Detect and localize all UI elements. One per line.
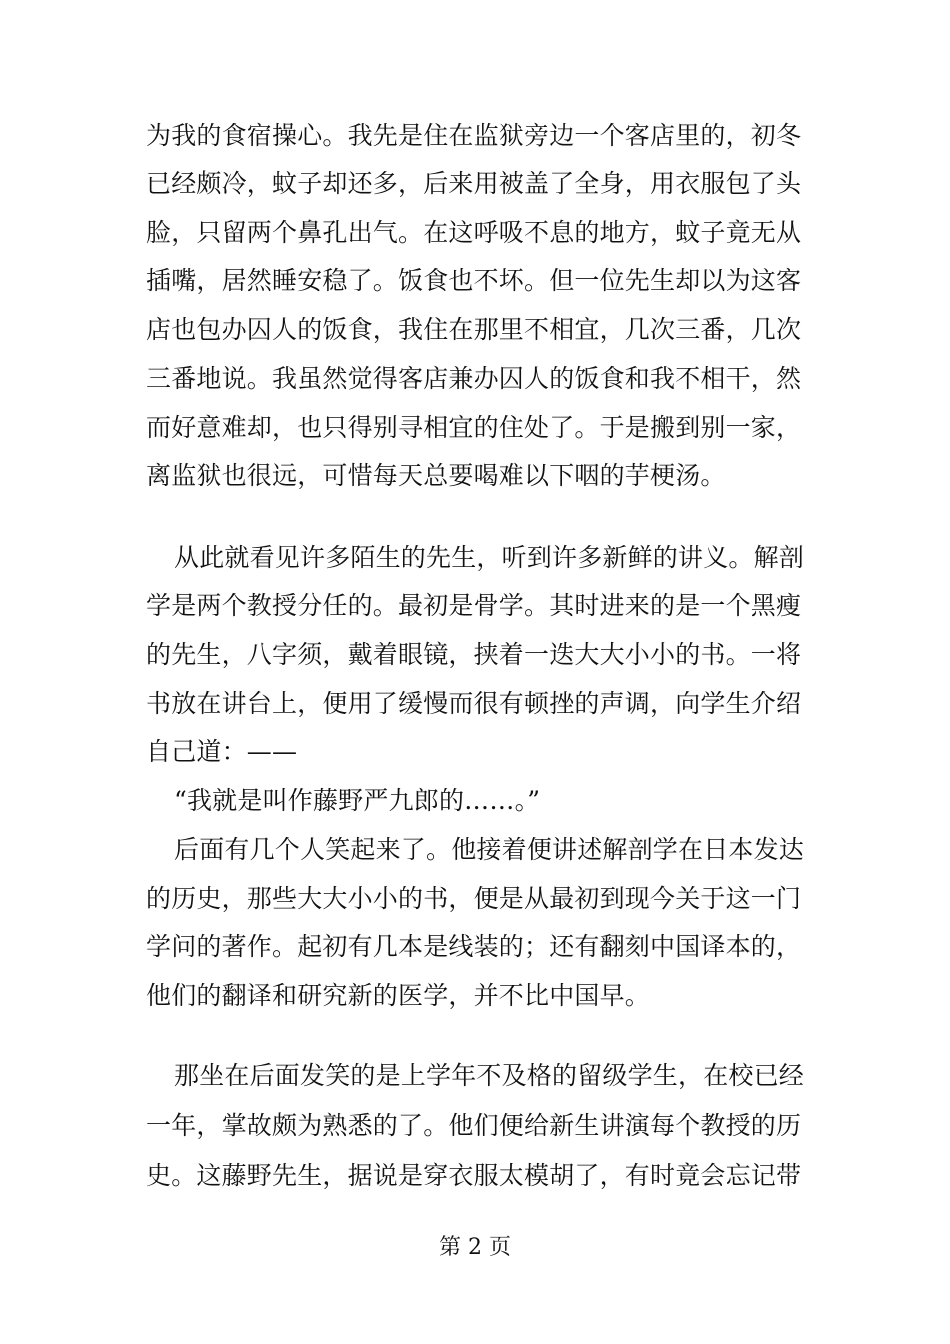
text-line: 的历史，那些大大小小的书，便是从最初到现今关于这一门 [146, 884, 802, 913]
text-line: 为我的食宿操心。我先是住在监狱旁边一个客店里的，初冬 [146, 121, 802, 150]
text-line: 他们的翻译和研究新的医学，并不比中国早。 [146, 981, 651, 1010]
text-line: 学是两个教授分任的。最初是骨学。其时进来的是一个黑瘦 [146, 591, 802, 620]
text-line: 后面有几个人笑起来了。他接着便讲述解剖学在日本发达 [174, 835, 805, 864]
text-line: 脸，只留两个鼻孔出气。在这呼吸不息的地方，蚊子竟无从 [146, 218, 802, 247]
text-line: 已经颇冷，蚊子却还多，后来用被盖了全身，用衣服包了头 [146, 169, 802, 198]
quote-line: “我就是叫作藤野严九郎的……。” [174, 786, 541, 815]
text-line: 书放在讲台上，便用了缓慢而很有顿挫的声调，向学生介绍 [146, 689, 802, 718]
text-line: 店也包办囚人的饭食，我住在那里不相宜，几次三番，几次 [146, 315, 802, 344]
text-line: 而好意难却，也只得别寻相宜的住处了。于是搬到别一家， [146, 413, 802, 442]
page-number-footer: 第 2 页 [439, 1235, 511, 1260]
text-line: 离监狱也很远，可惜每天总要喝难以下咽的芋梗汤。 [146, 461, 726, 490]
text-line: 的先生，八字须，戴着眼镜，挟着一迭大大小小的书。一将 [146, 640, 802, 669]
text-line: 那坐在后面发笑的是上学年不及格的留级学生，在校已经 [174, 1061, 805, 1090]
text-line: 一年，掌故颇为熟悉的了。他们便给新生讲演每个教授的历 [146, 1111, 802, 1140]
text-line: 从此就看见许多陌生的先生，听到许多新鲜的讲义。解剖 [174, 543, 805, 572]
text-line: 学问的著作。起初有几本是线装的；还有翻刻中国译本的， [146, 932, 802, 961]
text-line: 三番地说。我虽然觉得客店兼办囚人的饭食和我不相干，然 [146, 364, 802, 393]
text-line: 史。这藤野先生，据说是穿衣服太模胡了，有时竟会忘记带 [146, 1161, 802, 1190]
text-line: 插嘴，居然睡安稳了。饭食也不坏。但一位先生却以为这客 [146, 266, 802, 295]
text-line: 自己道：—— [146, 737, 298, 766]
